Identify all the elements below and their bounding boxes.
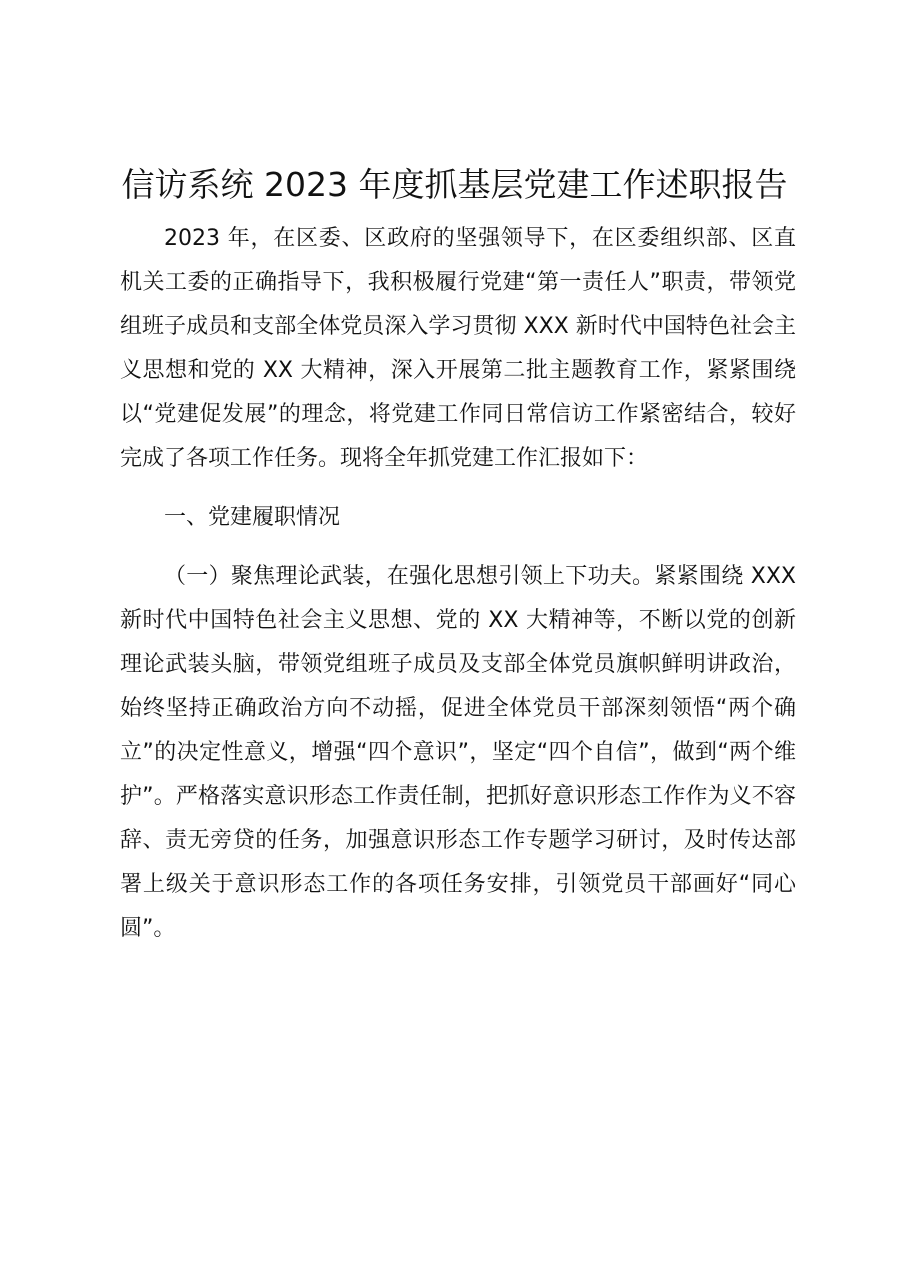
document-body [120,217,796,966]
subsection-paragraph: （一）聚焦理论武装，在强化思想引领上下功夫。紧紧围绕 XXX 新时代中国特色社会主义思想、党的 XX 大精神等，不断以党的创新理论武装头脑，带领党组班子成员及支部全体党员旗帜鲜明讲政治，始终坚持正确政治方向不动摇，促进全体党员干部深刻领悟“两个确立”的决定性意义，增强“四个意识”，坚定“四个自信”，做到“两个维护”。严格落实意识形态工作责任制，把抓好意识形态工作作为义不容辞、责无旁贷的任务，加强意识形态工作专题学习研讨，及时传达部署上级关于意识形态工作的各项任务安排，引领党员干部画好“同心圆”。 [120,564,796,941]
document-title: 信访系统 2023 年度抓基层党建工作述职报告 [121,165,788,204]
section-heading: 一、党建履职情况 [164,505,341,530]
intro-paragraph: 2023 年，在区委、区政府的坚强领导下，在区委组织部、区直机关工委的正确指导下，我积极履行党建“第一责任人”职责，带领党组班子成员和支部全体党员深入学习贯彻 XXX 新时代中国特色社会主义思想和党的 XX 大精神，深入开展第二批主题教育工作，紧紧围绕以“党建促发展”的理念，将党建工作同日常信访工作紧密结合，较好完成了各项工作任务。现将全年抓党建工作汇报如下： [120,226,796,471]
